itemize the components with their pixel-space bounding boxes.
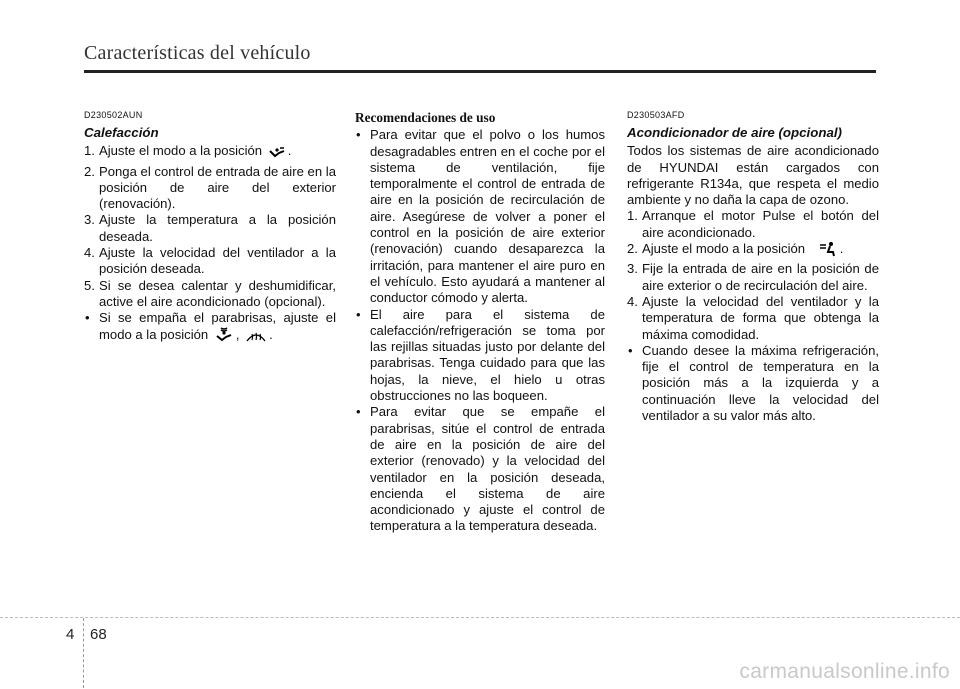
bullet-text: Cuando desee la máxima refrigeración, fije el control de temperatura en la posición más a la izquierda y a continuación lleve la velocidad del ventilador a su valor más alto.	[642, 342, 879, 424]
heating-bullets	[84, 310, 336, 347]
section-code: D230502AUN	[84, 110, 143, 120]
ac-step-4	[627, 294, 879, 343]
heating-steps	[84, 143, 336, 310]
step-number: 4.	[84, 245, 95, 261]
step-suffix: .	[287, 143, 292, 159]
air-conditioner-section	[627, 110, 879, 424]
ac-step-3	[627, 261, 879, 294]
step-text: Ajuste la velocidad del ventilador a la posición deseada.	[99, 245, 336, 277]
header-rule	[84, 70, 876, 73]
step-text: Ajuste el modo a la posición	[99, 143, 263, 159]
section-code: D230503AFD	[627, 110, 685, 120]
watermark: carmanualsonline.info	[739, 660, 950, 683]
step-number: 2.	[627, 241, 638, 257]
intro-paragraph: Todos los sistemas de aire acondicionado de HYUNDAI están cargados con refrigerante R134a, que respeta el medio ambiente y no daña la capa de ozono.	[627, 143, 879, 208]
heating-step-5	[84, 278, 336, 311]
step-suffix: .	[839, 241, 844, 257]
step-text: Si se desea calentar y deshumidificar, active el aire acondicionado (opcional).	[99, 277, 336, 309]
ac-step-1	[627, 208, 879, 241]
bullet-dot: •	[356, 127, 361, 143]
usage-tip-3	[355, 404, 605, 534]
heating-step-1	[84, 143, 336, 163]
bullet-suffix: .	[269, 326, 273, 342]
section-title: Recomendaciones de uso	[355, 110, 496, 125]
footer-vertical-divider	[83, 618, 85, 688]
bullet-dot: •	[85, 310, 90, 326]
windshield-defrost-icon	[246, 329, 266, 347]
bullet-text: Si se empaña el parabrisas, ajuste el modo a la posición	[99, 310, 336, 342]
heating-step-3	[84, 212, 336, 245]
step-text: Ajuste la velocidad del ventilador y la temperatura de forma que obtenga la máxima comodidad.	[642, 293, 879, 342]
step-number: 2.	[84, 163, 95, 179]
usage-tip-1	[355, 127, 605, 306]
step-text: Ponga el control de entrada de aire en la posición de aire del exterior (renovación).	[99, 163, 336, 212]
step-number: 4.	[627, 293, 638, 309]
usage-tip-2	[355, 307, 605, 405]
section-number: 4	[66, 626, 75, 643]
bullet-text: Para evitar que se empañe el parabrisas, sitúe el control de entrada de aire en la posición de aire del exterior (renovado) y la velocidad del ventilador en la posición deseada, encienda el sistema de aire acondicionado y ajuste el control de temperatura a la temperatura deseada.	[370, 404, 605, 534]
step-text: Ajuste la temperatura a la posición deseada.	[99, 212, 336, 244]
step-number: 3.	[84, 212, 95, 228]
step-number: 1.	[84, 143, 95, 159]
bullet-text: Para evitar que el polvo o los humos desagradables entren en el coche por el sistema de ventilación, fije temporalmente el control de entrada de aire en la posición de recirculación de aire. Asegúrese de volver a poner el control en la posición de aire exterior (renovación) cuando desaparezca la irritación, para mantener el aire puro en el vehículo. Esto ayudará a mantener al conductor cómodo y alerta.	[370, 127, 605, 306]
usage-tips-list	[355, 127, 605, 534]
step-text: Arranque el motor Pulse el botón del aire acondicionado.	[642, 208, 879, 240]
floor-defrost-mode-icon	[215, 327, 233, 347]
bullet-dot: •	[628, 342, 633, 358]
step-number: 5.	[84, 277, 95, 293]
ac-step-2	[627, 241, 879, 261]
bullet-text: El aire para el sistema de calefacción/refrigeración se toma por las rejillas situadas justo por delante del parabrisas. Tenga cuidado para que las hojas, la nieve, el hielo u otras obstrucciones no las boqueen.	[370, 306, 605, 404]
step-text: Fije la entrada de aire en la posición de aire exterior o de recirculación del aire.	[642, 261, 879, 293]
ac-steps	[627, 208, 879, 342]
heating-step-2	[84, 164, 336, 213]
section-title: Acondicionador de aire (opcional)	[627, 125, 842, 140]
step-number: 1.	[627, 208, 638, 224]
heating-section	[84, 110, 336, 347]
heating-bullet	[84, 310, 336, 347]
heating-step-4	[84, 245, 336, 278]
bullet-separator: ,	[235, 326, 240, 342]
ac-bullets	[627, 343, 879, 424]
ac-bullet	[627, 343, 879, 424]
usage-tips-section	[355, 110, 605, 535]
section-title: Calefacción	[84, 125, 159, 140]
step-number: 3.	[627, 261, 638, 277]
page-header-title: Características del vehículo	[84, 42, 311, 64]
footer-divider	[0, 617, 960, 618]
bullet-dot: •	[356, 306, 361, 322]
face-vent-mode-icon	[819, 241, 837, 261]
step-text: Ajuste el modo a la posición	[642, 241, 806, 257]
floor-mode-icon	[269, 147, 285, 163]
bullet-dot: •	[356, 404, 361, 420]
page-number: 68	[90, 626, 107, 643]
